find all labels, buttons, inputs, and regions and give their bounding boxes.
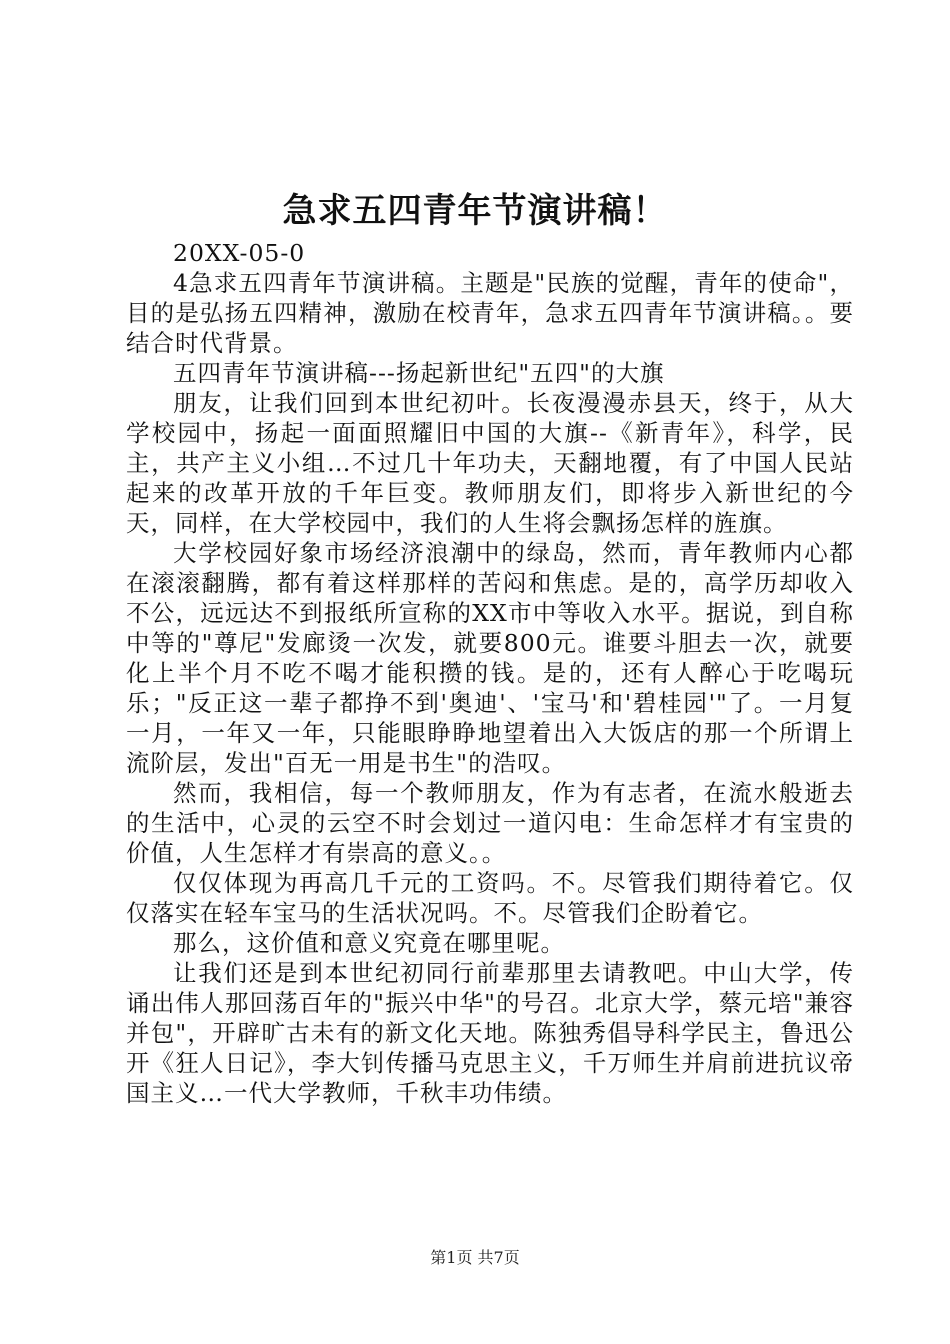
speech-heading: 五四青年节演讲稿---扬起新世纪"五四"的大旗	[173, 359, 665, 387]
body-paragraph: 大学校园好象市场经济浪潮中的绿岛，然而，青年教师内心都在滚滚翻腾，都有着这样那样的苦闷和焦虑。是的，高学历却收入不公，远远达不到报纸所宣称的XX市中等收入水平。据说，到自称中等的"尊尼"发廊烫一次发，就要800元。谁要斗胆去一次，就要化上半个月不吃不喝才能积攒的钱。是的，还有人醉心于吃喝玩乐；"反正这一辈子都挣不到'奥迪'、'宝马'和'碧桂园'"了。一月复一月，一年又一年，只能眼睁睁地望着出入大饭店的那一个所谓上流阶层，发出"百无一用是书生"的浩叹。	[126, 539, 854, 777]
body-paragraph: 让我们还是到本世纪初同行前辈那里去请教吧。中山大学，传诵出伟人那回荡百年的"振兴中华"的号召。北京大学，蔡元培"兼容并包"，开辟旷古未有的新文化天地。陈独秀倡导科学民主，鲁迅公开《狂人日记》，李大钊传播马克思主义，千万师生并肩前进抗议帝国主义…一代大学教师，千秋丰功伟绩。	[126, 959, 854, 1107]
intro-paragraph: 4急求五四青年节演讲稿。主题是"民族的觉醒，青年的使命"，目的是弘扬五四精神，激励在校青年，急求五四青年节演讲稿。。要结合时代背景。	[126, 269, 854, 357]
body-paragraph: 朋友，让我们回到本世纪初叶。长夜漫漫赤县天，终于，从大学校园中，扬起一面面照耀旧中国的大旗--《新青年》，科学，民主，共产主义小组…不过几十年功夫，天翻地覆，有了中国人民站起来的改革开放的千年巨变。教师朋友们，即将步入新世纪的今天，同样，在大学校园中，我们的人生将会飘扬怎样的旌旗。	[126, 389, 854, 537]
document-body	[126, 238, 854, 1108]
document-title: 急求五四青年节演讲稿！	[282, 191, 668, 231]
date-paragraph: 20XX-05-0	[173, 239, 306, 267]
body-paragraph: 仅仅体现为再高几千元的工资吗。不。尽管我们期待着它。仅仅落实在轻车宝马的生活状况吗。不。尽管我们企盼着它。	[126, 869, 854, 927]
page-number-footer: 第1页 共7页	[430, 1248, 520, 1267]
body-paragraph: 那么，这价值和意义究竟在哪里呢。	[173, 929, 565, 957]
body-paragraph: 然而，我相信，每一个教师朋友，作为有志者，在流水般逝去的生活中，心灵的云空不时会划过一道闪电：生命怎样才有宝贵的价值，人生怎样才有崇高的意义。。	[126, 779, 854, 867]
